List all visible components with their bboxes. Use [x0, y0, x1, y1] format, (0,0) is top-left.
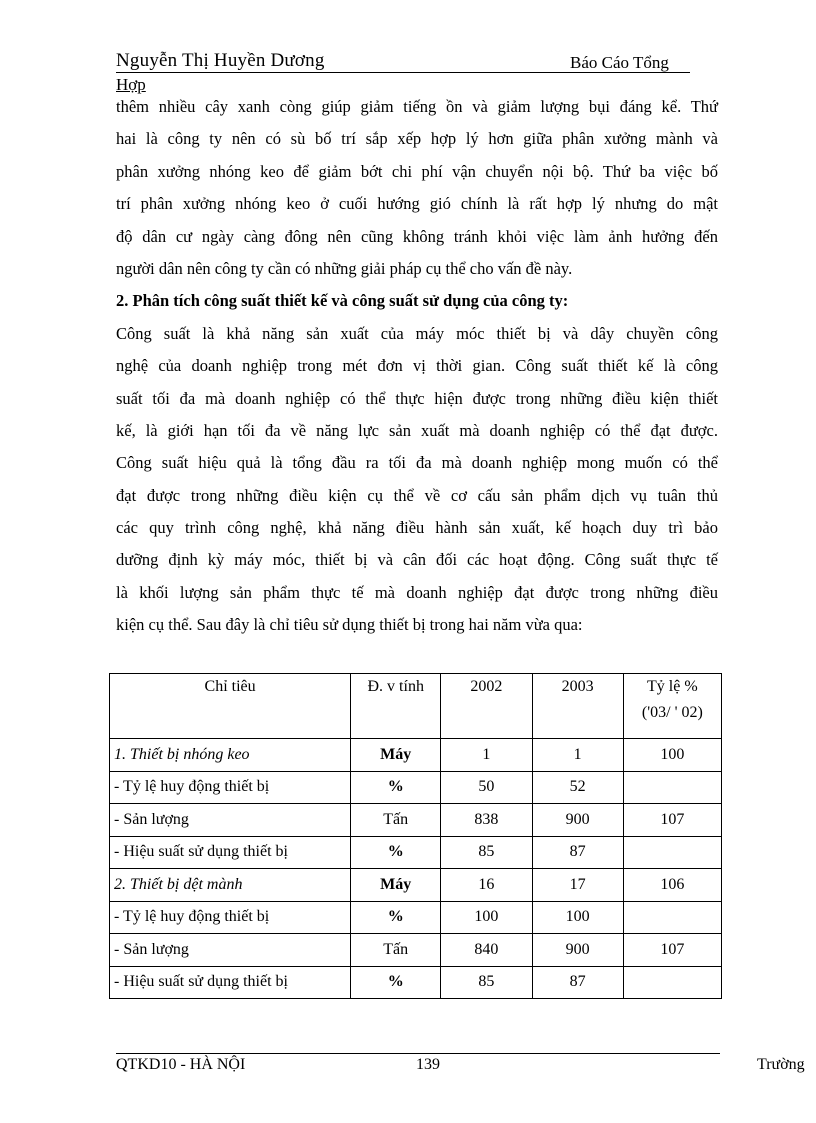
paragraph-line: đạt được trong những điều kiện cụ thể về cơ cấu sản phẩm dịch vụ tuân thủ [116, 485, 718, 505]
cell-2003: 17 [532, 869, 623, 902]
cell-ratio [623, 901, 721, 934]
header-title-continued: Hợp [116, 75, 146, 94]
header-ratio-label: Tỷ lệ % [647, 678, 698, 695]
footer-right: Trường [757, 1056, 805, 1073]
cell-ratio [623, 836, 721, 869]
cell-indicator: - Tỷ lệ huy động thiết bị [110, 771, 351, 804]
header-2002: 2002 [441, 674, 532, 739]
table-row [110, 901, 722, 934]
cell-unit: % [351, 836, 441, 869]
header-ratio [623, 674, 721, 739]
cell-2002: 85 [441, 836, 532, 869]
cell-unit: % [351, 901, 441, 934]
cell-indicator: - Sản lượng [110, 934, 351, 967]
footer-left: QTKD10 - HÀ NỘI [116, 1056, 246, 1073]
table-row [110, 771, 722, 804]
cell-2002: 838 [441, 804, 532, 837]
cell-indicator: 2. Thiết bị dệt mành [110, 869, 351, 902]
table-header-row [110, 674, 722, 739]
paragraph-line: độ dân cư ngày càng đông nên cũng không tránh khỏi việc làm ảnh hưởng đến [116, 226, 718, 246]
cell-unit: % [351, 771, 441, 804]
section-heading: 2. Phân tích công suất thiết kế và công suất sử dụng của công ty: [116, 291, 569, 311]
cell-unit: % [351, 966, 441, 999]
paragraph-line: người dân nên công ty cần có những giải pháp cụ thể cho vấn đề này. [116, 258, 573, 278]
header-author: Nguyễn Thị Huyền Dương [116, 50, 325, 71]
cell-2002: 16 [441, 869, 532, 902]
header-ratio-sub: ('03/ ' 02) [641, 704, 703, 721]
cell-indicator: 1. Thiết bị nhóng keo [110, 739, 351, 772]
cell-ratio [623, 966, 721, 999]
table-row [110, 804, 722, 837]
cell-2003: 87 [532, 966, 623, 999]
cell-2002: 100 [441, 901, 532, 934]
paragraph-line: thêm nhiều cây xanh còng giúp giảm tiếng ồn và giảm lượng bụi đáng kể. Thứ [116, 97, 718, 116]
paragraph-line: phân xưởng nhóng keo để giảm bớt chi phí vận chuyển nội bộ. Thứ ba việc bố [116, 161, 718, 181]
cell-2003: 1 [532, 739, 623, 772]
table-row [110, 739, 722, 772]
cell-unit: Máy [351, 869, 441, 902]
cell-2002: 85 [441, 966, 532, 999]
paragraph-line: trí phân xưởng nhóng keo ở cuối hướng gió chính là rất hợp lý nhưng do mật [116, 194, 718, 214]
equipment-usage-table [109, 673, 722, 999]
header-indicator: Chỉ tiêu [110, 674, 351, 739]
header-title: Báo Cáo Tổng [570, 53, 669, 72]
cell-2002: 840 [441, 934, 532, 967]
page-number: 139 [416, 1056, 440, 1073]
paragraph-line: kiện cụ thể. Sau đây là chỉ tiêu sử dụng thiết bị trong hai năm vừa qua: [116, 615, 583, 635]
table-row [110, 934, 722, 967]
body-text [116, 91, 718, 642]
paragraph-line: hai là công ty nên có sù bố trí sắp xếp hợp lý hơn giữa phân xưởng mành và [116, 129, 718, 149]
table-row [110, 869, 722, 902]
cell-unit: Tấn [351, 804, 441, 837]
paragraph-line: là khối lượng sản phẩm thực tế mà doanh nghiệp đạt được trong những điều [116, 582, 718, 602]
cell-ratio [623, 771, 721, 804]
cell-2003: 87 [532, 836, 623, 869]
table-row [110, 966, 722, 999]
cell-2003: 900 [532, 804, 623, 837]
paragraph-line: suất tối đa mà doanh nghiệp có thể thực hiện được trong những điều kiện thiết [116, 388, 718, 408]
paragraph-line: nghệ của doanh nghiệp trong mét đơn vị thời gian. Công suất thiết kế là công [116, 356, 718, 376]
cell-indicator: - Sản lượng [110, 804, 351, 837]
paragraph-line: Công suất hiệu quả là tổng đầu ra tối đa mà doanh nghiệp mong muốn có thể [116, 453, 718, 473]
cell-2003: 52 [532, 771, 623, 804]
paragraph-line: các quy trình công nghệ, khả năng điều hành sản xuất, kế hoạch duy trì bảo [116, 518, 718, 538]
table-row [110, 836, 722, 869]
cell-ratio: 107 [623, 934, 721, 967]
cell-2003: 900 [532, 934, 623, 967]
cell-indicator: - Tỷ lệ huy động thiết bị [110, 901, 351, 934]
cell-unit: Tấn [351, 934, 441, 967]
cell-indicator: - Hiệu suất sử dụng thiết bị [110, 966, 351, 999]
header-divider [116, 72, 690, 73]
header-2003: 2003 [532, 674, 623, 739]
cell-ratio: 106 [623, 869, 721, 902]
cell-unit: Máy [351, 739, 441, 772]
cell-2002: 1 [441, 739, 532, 772]
cell-2003: 100 [532, 901, 623, 934]
cell-ratio: 100 [623, 739, 721, 772]
cell-2002: 50 [441, 771, 532, 804]
paragraph-line: kế, là giới hạn tối đa về năng lực sản xuất mà doanh nghiệp có thể đạt được. [116, 420, 718, 440]
paragraph-line: dưỡng định kỳ máy móc, thiết bị và cân đối các hoạt động. Công suất thực tế [116, 550, 718, 570]
cell-ratio: 107 [623, 804, 721, 837]
cell-indicator: - Hiệu suất sử dụng thiết bị [110, 836, 351, 869]
header-unit: Đ. v tính [351, 674, 441, 739]
footer-divider [116, 1053, 720, 1054]
paragraph-line: Công suất là khả năng sản xuất của máy móc thiết bị và dây chuyền công [116, 323, 718, 343]
